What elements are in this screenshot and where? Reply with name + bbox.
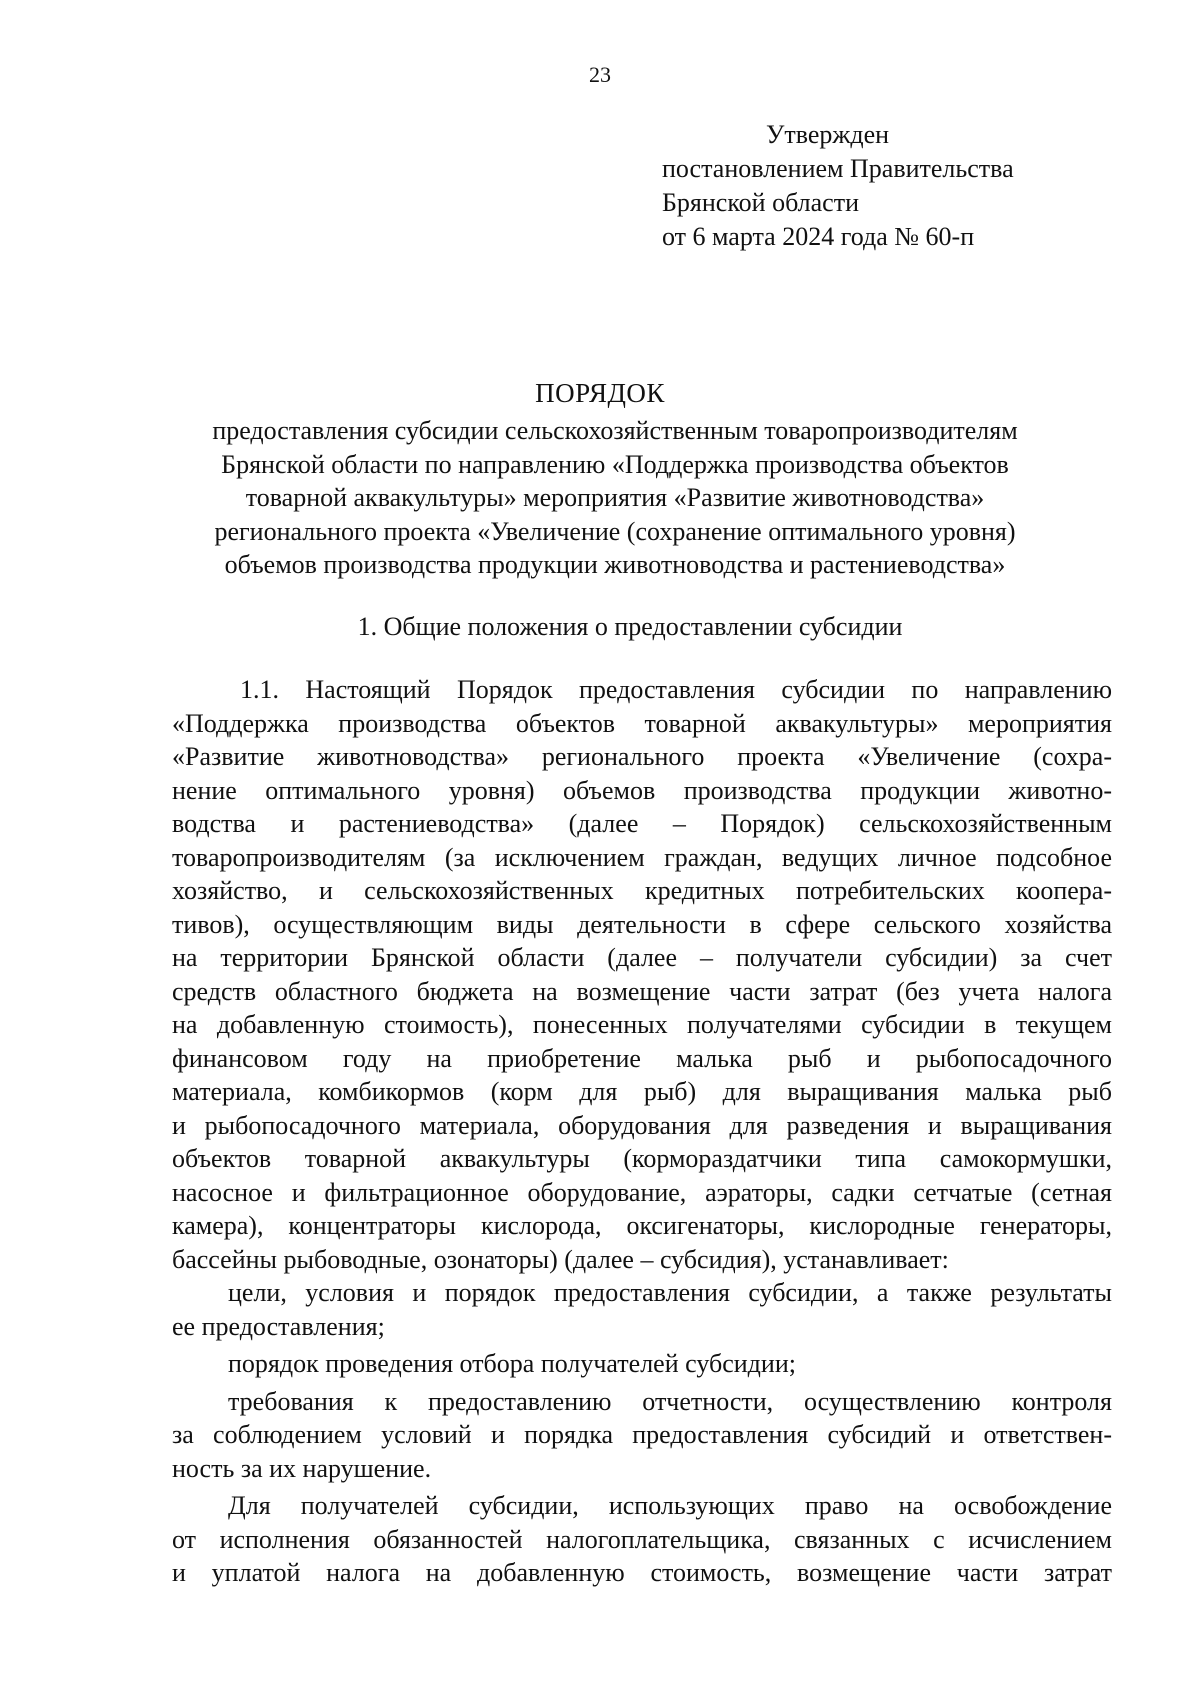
paragraph-line: хозяйство, и сельскохозяйственных кредитных потребительских коопера- — [172, 876, 1112, 905]
paragraph-line: и рыбопосадочного материала, оборудования для разведения и выращивания — [172, 1110, 1112, 1140]
paragraph-line: на территории Брянской области (далее – получатели субсидии) за счет — [172, 943, 1112, 972]
paragraph-line: финансовом году на приобретение малька рыб и рыбопосадочного — [172, 1043, 1112, 1073]
subtitle-line: товарной аквакультуры» мероприятия «Развитие животноводства» — [245, 483, 985, 512]
paragraph-line: и уплатой налога на добавленную стоимость, возмещение части затрат — [172, 1558, 1112, 1587]
paragraph-line: товаропроизводителям (за исключением граждан, ведущих личное подсобное — [172, 842, 1112, 872]
paragraph-line: средств областного бюджета на возмещение части затрат (без учета налога — [172, 976, 1112, 1006]
approval-line: Брянской области — [662, 188, 859, 217]
paragraph-line: Для получателей субсидии, использующих право на освобождение — [228, 1491, 1112, 1520]
paragraph-line: водства и растениеводства» (далее – Порядок) сельскохозяйственным — [172, 809, 1112, 838]
list-item-line: требования к предоставлению отчетности, осуществлению контроля — [228, 1386, 1112, 1416]
paragraph-line: «Развитие животноводства» регионального проекта «Увеличение (сохра- — [172, 742, 1112, 771]
list-item-line: цели, условия и порядок предоставления субсидии, а также результаты — [228, 1278, 1112, 1307]
document-title: ПОРЯДОК — [535, 378, 665, 408]
section-heading: 1. Общие положения о предоставлении субсидии — [357, 612, 903, 641]
paragraph-line: камера), концентраторы кислорода, оксигенаторы, кислородные генераторы, — [172, 1211, 1112, 1240]
paragraph-line: от исполнения обязанностей налогоплательщика, связанных с исчислением — [172, 1524, 1112, 1554]
paragraph-line: «Поддержка производства объектов товарной аквакультуры» мероприятия — [172, 708, 1112, 738]
approval-line: от 6 марта 2024 года № 60-п — [662, 222, 975, 251]
subtitle-line: Брянской области по направлению «Поддержка производства объектов — [221, 449, 1009, 479]
approval-line: Утвержден — [766, 120, 890, 149]
approval-stamp-block — [662, 118, 1014, 254]
paragraph-line: материала, комбикормов (корм для рыб) для выращивания малька рыб — [172, 1077, 1112, 1106]
subtitle-line: регионального проекта «Увеличение (сохранение оптимального уровня) — [214, 516, 1016, 546]
subtitle-line: предоставления субсидии сельскохозяйственным товаропроизводителям — [212, 416, 1018, 445]
list-item-line: порядок проведения отбора получателей субсидии; — [228, 1349, 796, 1378]
body-text — [172, 673, 1112, 1590]
page-number: 23 — [589, 62, 611, 87]
paragraph-line: нение оптимального уровня) объемов производства продукции животно- — [172, 775, 1112, 805]
list-item-line: ее предоставления; — [172, 1311, 385, 1341]
subtitle-line: объемов производства продукции животноводства и растениеводства» — [224, 550, 1006, 579]
approval-line: постановлением Правительства — [662, 154, 1014, 183]
paragraph-line: 1.1. Настоящий Порядок предоставления субсидии по направлению — [240, 675, 1112, 704]
paragraph-line: тивов), осуществляющим виды деятельности в сфере сельского хозяйства — [172, 909, 1112, 939]
list-item-line: за соблюдением условий и порядка предоставления субсидий и ответствен- — [172, 1420, 1112, 1449]
document-subtitle — [150, 414, 1080, 582]
list-item-line: ность за их нарушение. — [172, 1453, 432, 1483]
paragraph-line: бассейны рыбоводные, озонаторы) (далее – субсидия), устанавливает: — [172, 1244, 949, 1274]
paragraph-line: объектов товарной аквакультуры (кормораздатчики типа самокормушки, — [172, 1144, 1112, 1173]
paragraph-line: насосное и фильтрационное оборудование, аэраторы, садки сетчатые (сетная — [172, 1177, 1112, 1207]
paragraph-line: на добавленную стоимость), понесенных получателями субсидии в текущем — [172, 1010, 1112, 1039]
